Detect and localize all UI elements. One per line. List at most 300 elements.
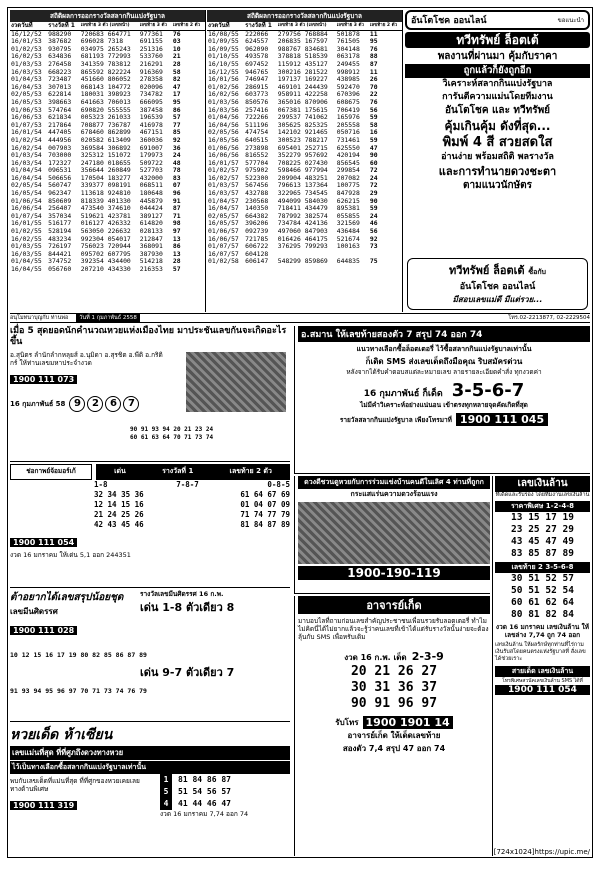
result-cell: 179973 xyxy=(139,151,163,160)
sec2-grid xyxy=(130,426,288,442)
result-cell: 095702 607795 xyxy=(80,249,131,258)
result-cell: 01/03/57 xyxy=(208,181,239,190)
result-cell: 01/04/53 xyxy=(11,75,42,84)
result-cell: 621834 xyxy=(48,113,72,122)
sec9-nums: 51 54 56 57 xyxy=(178,787,231,796)
sec3-cell: 01 04 07 09 xyxy=(240,500,290,509)
result-cell: 278358 xyxy=(139,75,163,84)
ad-line: พิมพ์ 4 สี สวยสดใส xyxy=(442,134,553,150)
sec4-brand: เลขมีนศิดรรศ xyxy=(10,607,58,616)
result-cell: 850609 xyxy=(48,196,72,205)
result-cell: 59 xyxy=(369,135,378,144)
result-cell: 666095 xyxy=(139,97,163,106)
sec8-sub: ที่เด็ดและรับรอง โดยทีมงานเลขเงินล้าน xyxy=(495,492,590,498)
result-cell: 216291 xyxy=(139,59,163,68)
result-cell: 392354 434400 xyxy=(80,257,131,266)
result-cell: 695401 252715 xyxy=(277,143,328,152)
result-cell: 16/01/54 xyxy=(11,128,42,137)
result-cell: 91 xyxy=(172,196,181,205)
result-cell: 01/02/57 xyxy=(208,166,239,175)
result-cell: 247180 018655 xyxy=(80,158,131,167)
result-cell: 01/03/53 xyxy=(11,59,42,68)
result-cell: 055855 xyxy=(336,211,360,220)
result-cell: 056760 xyxy=(48,265,72,273)
result-cell: 36 xyxy=(172,143,181,152)
result-cell: 17 xyxy=(172,90,181,99)
col-date: งวดวันที่ xyxy=(207,22,244,30)
result-cell: 352279 957692 xyxy=(277,151,328,160)
sec9-sub: เลขแม่นที่สุด ที่ที่ศูภถึงดวงทางหวย xyxy=(10,746,290,760)
sec5-header: อ.สมาน ให้เลขท้ายสองตัว 7 สรุป 74 ออก 74 xyxy=(298,326,590,342)
result-cell: 977361 xyxy=(139,29,163,38)
result-cell: 01/03/56 xyxy=(208,97,239,106)
sec8-body: เลขเงินล้าน ให้ผลรักษ์ทุกท่านที่ไร่กามเงินรับสโดยคนตรงแห่งรัฐบาลที่ สั่งเลขได้ช่วยเราะ xyxy=(495,642,586,662)
result-cell: 501878 xyxy=(336,29,360,38)
result-cell: 598466 977994 xyxy=(277,166,328,175)
ad-line: การันตีความแม่นโดยทีมงาน xyxy=(442,91,553,102)
sec6-phone[interactable]: 1900-190-119 xyxy=(298,566,490,580)
result-cell: 387458 xyxy=(139,105,163,114)
result-cell: 092739 xyxy=(245,227,269,236)
result-cell: 47 xyxy=(172,82,181,91)
result-cell: 01/02/58 xyxy=(208,257,239,266)
result-cell: 444956 xyxy=(48,135,72,144)
sec7-grid xyxy=(298,664,490,712)
result-cell: 01/06/57 xyxy=(208,227,239,236)
result-cell: 02/05/56 xyxy=(208,128,239,137)
sec7-call: รับโทร xyxy=(335,718,359,727)
result-cell: 387682 xyxy=(48,37,72,46)
result-cell: 216353 xyxy=(139,265,163,273)
result-cell: 16/03/57 xyxy=(208,189,239,198)
ad-footer-title: ทวีทรัพย์ ล็อตเต้ xyxy=(449,264,525,277)
result-cell: 01/06/56 xyxy=(208,143,239,152)
ad-name: ทวีทรัพย์ ล็อตเต้ xyxy=(405,32,590,48)
result-cell: 527703 xyxy=(139,166,163,175)
result-cell: 567456 xyxy=(245,181,269,190)
result-cell: 180648 xyxy=(139,189,163,198)
result-cell: 11 xyxy=(369,29,378,38)
stats-table-mid xyxy=(207,10,403,312)
result-cell: 01/07/57 xyxy=(208,242,239,251)
result-cell: 59 xyxy=(369,204,378,213)
result-cell: 205558 xyxy=(336,120,360,129)
result-cell: 519621 423781 xyxy=(80,211,131,220)
sec9-row xyxy=(160,798,288,810)
result-cell: 16/02/53 xyxy=(11,52,42,61)
sec9-phone[interactable]: 1900 111 319 xyxy=(10,801,77,810)
lucky-number: 6 xyxy=(105,396,121,412)
result-cell: 73 xyxy=(369,242,378,251)
result-cell: 387930 xyxy=(139,249,163,258)
result-cell: 691007 xyxy=(139,143,163,152)
result-cell: 068511 xyxy=(139,181,163,190)
stats-table-mid-title: สถิติผลการออกรางวัลสลากกินแบ่งรัฐบาล xyxy=(207,10,402,22)
ad-footer-brand: อันโตโชค ออนไลน์ xyxy=(459,282,536,292)
result-cell: 98 xyxy=(172,219,181,228)
sec8-set1-row: 13 15 17 19 xyxy=(511,512,574,523)
stats-table-left-grid xyxy=(10,22,205,274)
result-cell: 436484 xyxy=(336,227,360,236)
result-cell: 11 xyxy=(369,67,378,76)
sec-ngern-lan xyxy=(492,476,590,856)
result-cell: 962347 xyxy=(48,189,72,198)
result-cell: 03 xyxy=(172,37,181,46)
result-cell: 438985 xyxy=(336,75,360,84)
result-cell: 279756 768884 xyxy=(277,29,328,38)
result-cell: 521674 xyxy=(336,234,360,243)
sec5-note: หลังจากได้รับคำตอบสแต่ละหมายเลข ลายรายละเอียดคำสั่ง ทุกงวดค่า xyxy=(346,368,542,376)
result-cell: 16/04/53 xyxy=(11,82,42,91)
result-cell: 592470 xyxy=(336,82,360,91)
sec9-nums: 81 84 86 87 xyxy=(178,775,231,784)
result-cell: 473540 374610 xyxy=(80,204,131,213)
sec4-phone[interactable]: 1900 111 028 xyxy=(10,626,77,635)
sec5-phone[interactable]: 1900 111 045 xyxy=(456,413,548,426)
col-last2: เลขท้าย 2 ตัว xyxy=(369,22,402,30)
sec8-set2-row: 60 61 62 64 xyxy=(511,597,574,608)
result-cell: 16/06/54 xyxy=(11,204,42,213)
sec8-note: งวด 16 มกราคม เลขเงินล้าน ให้เลขล่าง 7,74 ถูก 74 ออก xyxy=(495,623,590,639)
sec-5-experts xyxy=(10,326,290,462)
result-cell: 01/04/56 xyxy=(208,113,239,122)
sec8-brand: สายเด็ด เลขเงินล้าน xyxy=(495,666,590,677)
result-cell: 257416 xyxy=(245,105,269,114)
result-cell: 01/04/54 xyxy=(11,166,42,175)
result-cell: 305625 825325 xyxy=(277,120,328,129)
result-cell: 100163 xyxy=(336,242,360,251)
result-cell: 16/04/54 xyxy=(11,173,42,182)
result-cell: 16 xyxy=(369,128,378,137)
result-cell: 625550 xyxy=(336,143,360,152)
sec3-rows xyxy=(94,480,290,530)
sec4-nums1: 10 12 15 16 17 19 80 82 85 86 87 89 xyxy=(10,651,147,659)
result-cell: 217864 xyxy=(48,120,72,129)
sec9-body: พบกับเลขเด็ดที่แม่นที่สุด ที่ที่ศูกของหวยเคยเลยทางด้านพิเศษ xyxy=(10,777,140,793)
result-cell: 16/12/52 xyxy=(11,29,42,38)
result-cell: 396206 xyxy=(245,219,269,228)
result-cell: 16/03/53 xyxy=(11,67,42,76)
result-cell: 251316 xyxy=(139,44,163,53)
result-cell: 708225 027430 xyxy=(277,158,328,167)
result-cell: 339377 098191 xyxy=(80,181,131,190)
result-cell: 78 xyxy=(172,166,181,175)
sec3-phone[interactable]: 1900 111 054 xyxy=(10,538,77,547)
result-cell: 13 xyxy=(172,249,181,258)
result-cell: 172327 xyxy=(48,158,72,167)
result-cell: 360036 xyxy=(139,135,163,144)
result-cell: 416978 xyxy=(139,120,163,129)
result-cell: 034975 265243 xyxy=(80,44,131,53)
result-cell: 916369 xyxy=(139,67,163,76)
result-cell: 273898 xyxy=(245,143,269,152)
result-cell: 761505 xyxy=(336,37,360,46)
sec3-cell: 12 14 15 16 xyxy=(94,500,144,509)
result-cell: 87 xyxy=(172,204,181,213)
result-cell: 734784 424136 xyxy=(277,219,328,228)
result-cell: 60 xyxy=(369,158,378,167)
result-cell: 703000 xyxy=(48,151,72,160)
ad-line: และการทำนายดวงชะตา xyxy=(438,164,557,178)
sec2-header: เมื่อ 5 สุดยอดนักคำนวณหวยแห่งเมืองไทย มาประชันเลขกันจะเกิดอะไรขึ้น xyxy=(10,326,287,347)
result-cell: 47 xyxy=(369,143,378,152)
result-cell: 10 xyxy=(172,44,181,53)
col-front3: เลขท้าย 3 ตัว (เลขหน้า) xyxy=(277,22,336,30)
result-cell: 720683 664771 xyxy=(80,29,131,38)
result-cell: 16/04/57 xyxy=(208,204,239,213)
result-cell: 16/01/53 xyxy=(11,37,42,46)
result-cell: 249455 xyxy=(336,59,360,68)
result-cell: 398663 xyxy=(48,97,72,106)
result-cell: 58 xyxy=(369,120,378,129)
result-cell: 577704 xyxy=(245,158,269,167)
result-cell: 16/07/57 xyxy=(208,249,239,258)
sec7-body: มาบอบไลที่ถามก่อนเลขสำคัญประชาชนเพื่อนรวยรับลอตเตอรี่ ทำไมไม่คิดนี่ได้ไม่ยากแล้วจะรู้ว่าคนเลขที่เข้าได้แต่รับรางวัลนั้นง่ายจะต้องลุ้นกับ SMS เพื่อหรับเดิม xyxy=(298,617,489,641)
result-cell: 690820 555555 xyxy=(80,105,131,114)
result-cell: 24 xyxy=(369,173,378,182)
sec9-label: หวยเด็ด ห้าเซียน xyxy=(160,766,208,774)
ad-footer-sub: ซื้อกับ xyxy=(528,268,546,276)
result-cell: 180031 398923 xyxy=(80,90,131,99)
result-cell: 165976 xyxy=(336,113,360,122)
info-left: อนุโมทนาบุญกับ ท่านพ่อ xyxy=(10,315,69,321)
lucky-number: 2 xyxy=(87,396,103,412)
result-cell: 16/02/55 xyxy=(11,234,42,243)
result-cell: 48 xyxy=(172,158,181,167)
result-cell: 01/03/55 xyxy=(11,242,42,251)
result-cell: 378818 518539 xyxy=(277,52,328,61)
result-cell: 07 xyxy=(172,181,181,190)
ad-top-small: ขอแนะนำ xyxy=(557,17,584,24)
sec3-col1: เด่น xyxy=(114,467,126,475)
sec2-photo xyxy=(186,352,286,412)
result-cell: 92 xyxy=(369,234,378,243)
sec6-header: ดวงดีชวนดูหวยกับการร่วมแข่งบ้านคนดีในเลิศ 4 ท่านที่ถูกก xyxy=(298,476,490,489)
sec6-sub: กระแสแร่นความดวงร้อนแรง xyxy=(350,490,438,498)
result-cell: 368091 xyxy=(139,242,163,251)
result-cell: 007903 xyxy=(48,143,72,152)
ad-line: ถูกแล้วก็ยังถูกอีก xyxy=(405,64,590,78)
sec3-row xyxy=(94,510,290,520)
result-cell: 722266 xyxy=(245,113,269,122)
result-cell: 816552 xyxy=(245,151,269,160)
sec4-title: รางวัลเลขมีนศิดรรศ 16 ก.พ. xyxy=(140,590,224,598)
sec7-phone[interactable]: 1900 1901 14 xyxy=(363,716,453,729)
result-cell: 721785 xyxy=(245,234,269,243)
sec7-date: งวด 16 ก.พ. เด็ด xyxy=(344,653,407,662)
result-cell: 82 xyxy=(172,75,181,84)
sec8-set2-row: 30 51 52 57 xyxy=(511,573,574,584)
sec2-lucky-label: 16 กุมภาพันธ์ 58 xyxy=(10,399,66,408)
sec5-numbers: 3-5-6-7 xyxy=(451,380,525,401)
result-cell: 483234 xyxy=(48,234,72,243)
result-cell: 432000 xyxy=(139,173,163,182)
col-back3: เลขท้าย 3 ตัว xyxy=(139,22,172,30)
result-cell: 016127 426332 xyxy=(80,219,131,228)
result-cell: 497060 847903 xyxy=(277,227,328,236)
result-cell: 644835 xyxy=(336,257,360,266)
sec3-col3: เลขท้าย 2 ตัว xyxy=(229,467,272,475)
sec2-phone[interactable]: 1900 111 073 xyxy=(10,375,77,384)
result-cell: 16/06/57 xyxy=(208,234,239,243)
result-cell: 140350 xyxy=(245,204,269,213)
result-cell: 16/06/53 xyxy=(11,113,42,122)
result-cell: 95 xyxy=(369,37,378,46)
result-cell: 16/01/55 xyxy=(11,219,42,228)
result-cell: 856545 xyxy=(336,158,360,167)
result-cell: 374752 xyxy=(48,257,72,266)
result-cell: 506656 xyxy=(48,173,72,182)
sec-ajarn-saman xyxy=(294,326,590,474)
result-cell: 608675 xyxy=(336,97,360,106)
result-cell: 230568 xyxy=(245,196,269,205)
result-cell: 115912 435127 xyxy=(277,59,328,68)
result-cell: 634836 xyxy=(48,52,72,61)
result-cell: 560747 xyxy=(48,181,72,190)
result-cell: 447405 xyxy=(48,128,72,137)
result-cell: 57 xyxy=(172,265,181,273)
sec5-sub: แนวทางเลือกซื้อล็อตเตอรี่ ไว้ซื้อสลากกินแบ่งรัฐบาลเท่านั้น xyxy=(356,345,532,353)
result-cell: 668223 xyxy=(48,67,72,76)
result-cell: 494099 584030 xyxy=(277,196,328,205)
stats-table-left xyxy=(10,10,206,312)
sec9-row xyxy=(160,774,288,786)
sec7-grid-row: 90 91 96 97 xyxy=(350,696,438,711)
result-cell: 865592 822224 xyxy=(80,67,131,76)
sec-numbers xyxy=(10,464,290,588)
result-cell: 13 xyxy=(172,234,181,243)
result-cell: 369584 306892 xyxy=(80,143,131,152)
sec3-note: งวด 16 มกราคม ให้เด่น 5,1 ออก 244351 xyxy=(10,551,131,559)
result-cell: 474754 xyxy=(245,128,269,137)
result-cell: 528194 xyxy=(48,227,72,236)
result-cell: 212847 xyxy=(139,234,163,243)
result-cell: 01/02/56 xyxy=(208,82,239,91)
sec9-row xyxy=(160,786,288,798)
result-cell: 21 xyxy=(172,52,181,61)
sec7-lead: 2-3-9 xyxy=(411,650,444,663)
sec8-phone[interactable]: 1900 111 054 xyxy=(495,685,590,695)
result-cell: 01/07/53 xyxy=(11,120,42,129)
sec2-grid-row: 60 61 63 64 70 71 73 74 xyxy=(130,434,214,441)
result-cell: 222066 xyxy=(245,29,269,38)
info-line xyxy=(10,313,590,323)
result-cell: 16/06/56 xyxy=(208,151,239,160)
sec8-set2-row: 80 81 82 84 xyxy=(511,609,574,620)
result-row xyxy=(207,258,402,266)
result-cell: 207082 xyxy=(336,173,360,182)
result-cell: 325312 151072 xyxy=(80,151,131,160)
result-cell: 87 xyxy=(369,59,378,68)
result-cell: 975902 xyxy=(245,166,269,175)
result-cell: 020582 613409 xyxy=(80,135,131,144)
ad-line: ตามแนวนักษัตร xyxy=(463,179,532,191)
result-cell: 46 xyxy=(369,219,378,228)
result-cell: 16/04/56 xyxy=(208,120,239,129)
ad-line: วิเคราะห์สลากกินแบ่งรัฐบาล xyxy=(442,78,553,89)
sec3-cell: 1-8 xyxy=(94,480,108,489)
ad-footer xyxy=(407,258,588,310)
result-cell: 451660 806052 xyxy=(80,75,131,84)
result-cell: 063178 xyxy=(336,52,360,61)
result-cell: 01/06/53 xyxy=(11,105,42,114)
result-cell: 988290 xyxy=(48,29,72,38)
ad-line: พลงานที่ผ่านมา คุ้มกับราคา xyxy=(437,51,558,62)
result-cell: 548299 859869 xyxy=(277,257,328,266)
result-cell: 02/05/57 xyxy=(208,211,239,220)
result-cell: 01/10/55 xyxy=(208,52,239,61)
ad-line: อ่านง่าย พร้อมสถิติ พลรางวัล xyxy=(441,151,554,162)
sec3-cell: 61 64 67 69 xyxy=(240,490,290,499)
result-cell: 050716 xyxy=(336,128,360,137)
result-cell: 514218 xyxy=(139,257,163,266)
result-cell: 16/05/56 xyxy=(208,135,239,144)
result-cell: 604128 xyxy=(245,249,269,258)
info-right: โทร.02-2213877, 02-2229504 xyxy=(508,315,590,321)
result-cell: 640515 xyxy=(245,135,269,144)
ad-line: คุ้มเกินคุ้ม ดังที่สุด... xyxy=(444,118,551,133)
col-first: รางวัลที่ 1 xyxy=(47,22,80,30)
result-cell: 787992 382574 xyxy=(277,211,328,220)
col-last2: เลขท้าย 2 ตัว xyxy=(172,22,205,30)
result-cell: 731461 xyxy=(336,135,360,144)
sec6-photo xyxy=(298,502,490,564)
lucky-number: 9 xyxy=(69,396,85,412)
sec3-header: ช่อกาพย์จ้อมอร์เก้ xyxy=(10,464,92,480)
result-cell: 844421 xyxy=(48,249,72,258)
result-cell: 16/12/55 xyxy=(208,67,239,76)
result-cell: 197137 169227 xyxy=(277,75,328,84)
result-cell: 847928 xyxy=(336,189,360,198)
result-cell: 341359 783812 xyxy=(80,59,131,68)
result-cell: 796613 137364 xyxy=(277,181,328,190)
sec5-disclaimer: ไม่มีคำวิเคราะห์อย่างแน่นอน เข้าตรงทุกหลายจุดคัดเกิดที่สุด xyxy=(360,401,528,409)
result-cell: 16/01/57 xyxy=(208,158,239,167)
sec9-sub2: ไว้เป็นทางเลือกซื้อสลากกินแบ่งรัฐบาลเท่านั้น xyxy=(10,761,290,774)
ad-line: อันโตโชค และ ทวีทรัพย์ xyxy=(444,104,551,116)
sec4-main1: เด่น 1-8 ตัวเดียว 8 xyxy=(140,601,235,614)
result-cell: 622814 xyxy=(48,90,72,99)
result-cell: 22 xyxy=(369,90,378,99)
sec4-nums2: 91 93 94 95 96 97 70 71 73 74 76 79 xyxy=(10,687,147,695)
result-cell: 946765 xyxy=(245,67,269,76)
result-cell: 626215 xyxy=(336,196,360,205)
sec8-set1-row: 23 25 27 29 xyxy=(511,524,574,535)
result-cell: 90 xyxy=(369,151,378,160)
result-cell: 681193 772993 xyxy=(80,52,131,61)
result-cell: 01/06/54 xyxy=(11,196,42,205)
result-cell: 90 xyxy=(369,196,378,205)
sec9-digit: 5 xyxy=(160,786,172,798)
result-cell: 01/03/54 xyxy=(11,151,42,160)
stats-table-mid-grid xyxy=(207,22,402,266)
result-cell: 606722 xyxy=(245,242,269,251)
result-cell: 300216 281522 xyxy=(277,67,328,76)
result-cell: 930795 xyxy=(48,44,72,53)
result-cell: 01/09/55 xyxy=(208,37,239,46)
sec3-row xyxy=(94,500,290,510)
result-cell: 77 xyxy=(172,120,181,129)
result-cell: 958911 422258 xyxy=(277,90,328,99)
result-cell: 467151 xyxy=(139,128,163,137)
result-cell: 067381 175615 xyxy=(277,105,328,114)
sec3-cell: 71 74 77 79 xyxy=(240,510,290,519)
result-cell: 509722 xyxy=(139,158,163,167)
ad-footer-tag: มีสอบเลขแม่ดี มีแต่รวย... xyxy=(452,295,543,304)
result-cell: 57 xyxy=(172,113,181,122)
result-cell: 096531 xyxy=(48,166,72,175)
result-cell: 02/05/54 xyxy=(11,181,42,190)
